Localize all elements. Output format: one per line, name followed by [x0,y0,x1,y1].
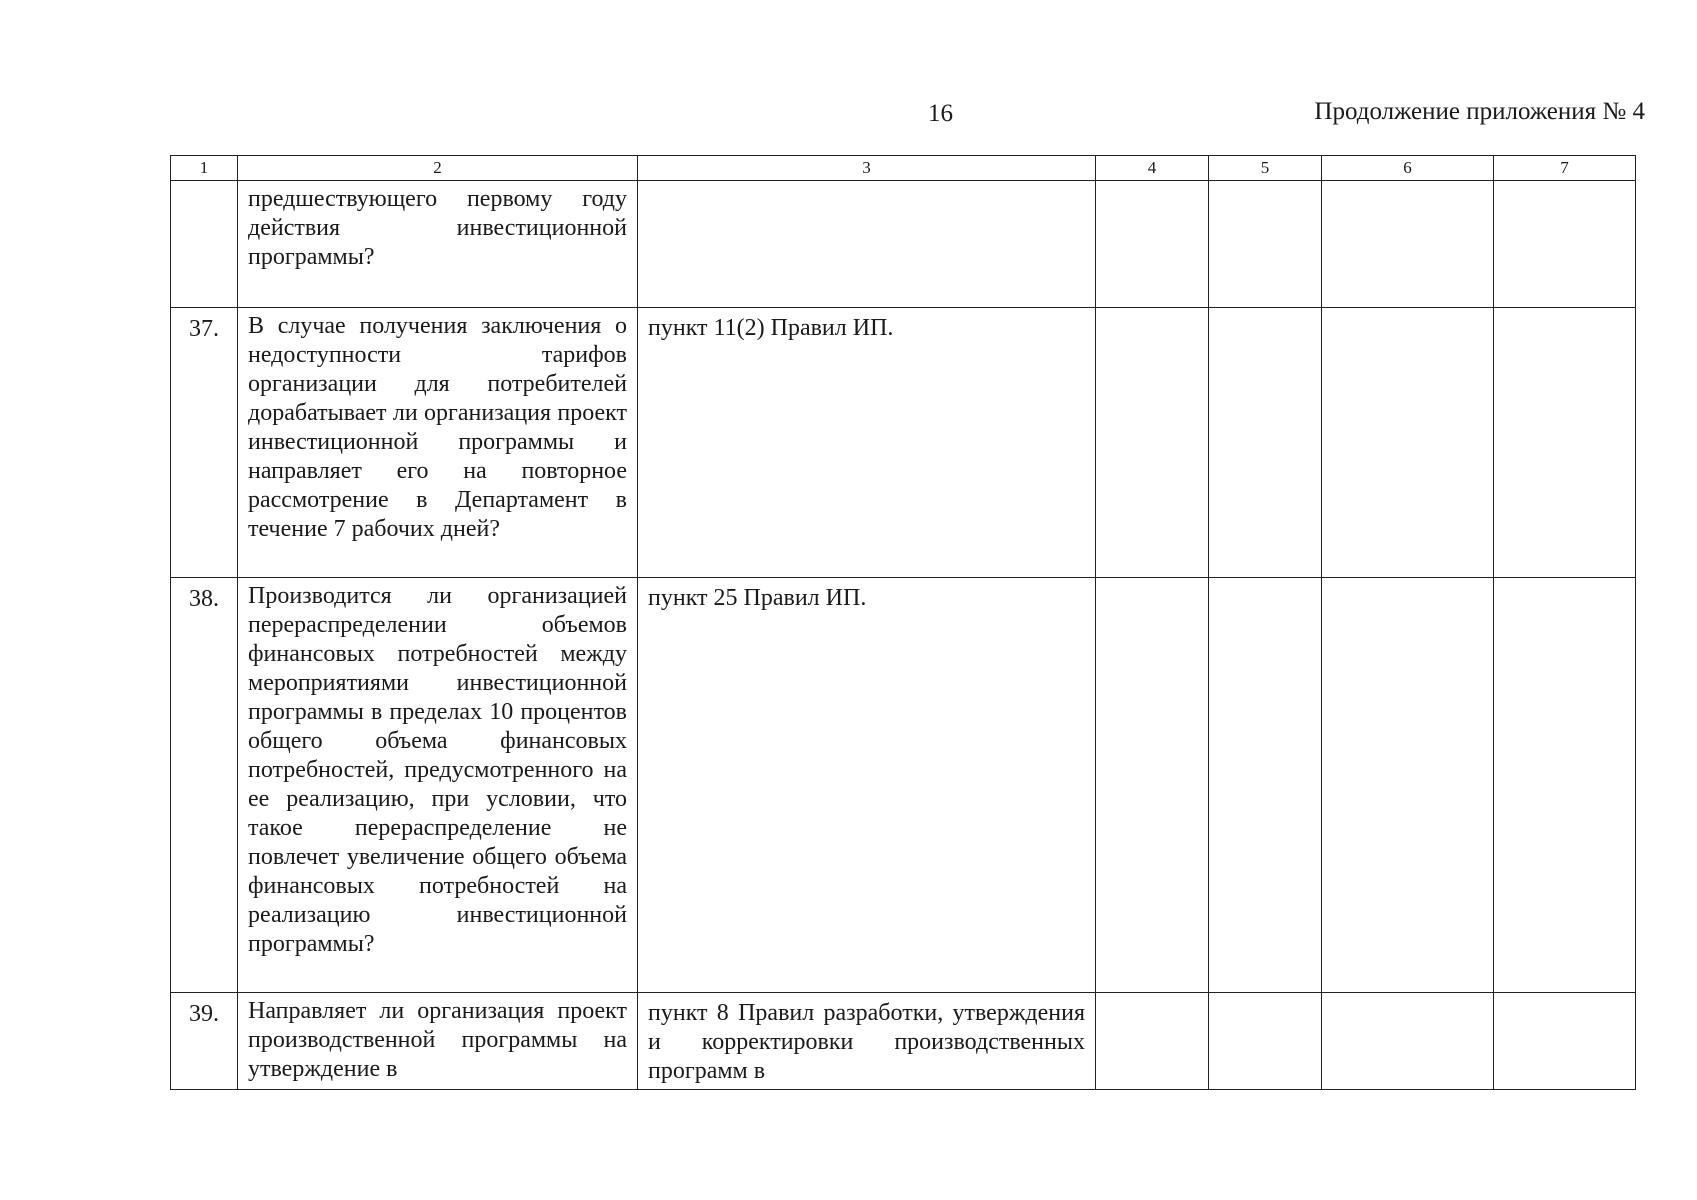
appendix-continuation-label: Продолжение приложения № 4 [1314,98,1645,125]
column-header-7: 7 [1494,156,1636,181]
table-row [171,578,1636,993]
column-header-1: 1 [171,156,238,181]
row-number: 37. [171,308,238,578]
empty-cell [1096,578,1209,993]
checklist-table [170,155,1636,1090]
row-number: 38. [171,578,238,993]
empty-cell [1209,308,1322,578]
column-header-2: 2 [238,156,638,181]
legal-reference: пункт 8 Правил разработки, утверждения и корректировки производственных программ в [638,993,1096,1090]
column-header-4: 4 [1096,156,1209,181]
empty-cell [1209,181,1322,308]
empty-cell [1322,181,1494,308]
column-number-row [171,156,1636,181]
question-text: Направляет ли организация проект производственной программы на утверждение в [238,993,638,1090]
question-text: В случае получения заключения о недоступности тарифов организации для потребителей дорабатывает ли организация проект инвестиционной программы и направляет его на повторное рассмотрение в Департамент в течение 7 рабочих дней? [238,308,638,578]
page-number: 16 [928,100,953,127]
empty-cell [1209,993,1322,1090]
table-row [171,308,1636,578]
empty-cell [1494,308,1636,578]
empty-cell [1494,578,1636,993]
question-text: Производится ли организацией перераспределении объемов финансовых потребностей между мероприятиями инвестиционной программы в пределах 10 процентов общего объема финансовых потребностей, предусмотренного на ее реализацию, при условии, что такое перераспределение не повлечет увеличение общего объема финансовых потребностей на реализацию инвестиционной программы? [238,578,638,993]
column-header-5: 5 [1209,156,1322,181]
empty-cell [1494,993,1636,1090]
empty-cell [1096,308,1209,578]
table-row [171,181,1636,308]
question-text: предшествующего первому году действия инвестиционной программы? [238,181,638,308]
table-row [171,993,1636,1090]
row-number: 39. [171,993,238,1090]
empty-cell [1322,578,1494,993]
empty-cell [1096,181,1209,308]
legal-reference: пункт 11(2) Правил ИП. [638,308,1096,578]
row-number [171,181,238,308]
empty-cell [1494,181,1636,308]
column-header-6: 6 [1322,156,1494,181]
empty-cell [1209,578,1322,993]
empty-cell [1322,308,1494,578]
legal-reference: пункт 25 Правил ИП. [638,578,1096,993]
empty-cell [1096,993,1209,1090]
empty-cell [1322,993,1494,1090]
legal-reference [638,181,1096,308]
column-header-3: 3 [638,156,1096,181]
